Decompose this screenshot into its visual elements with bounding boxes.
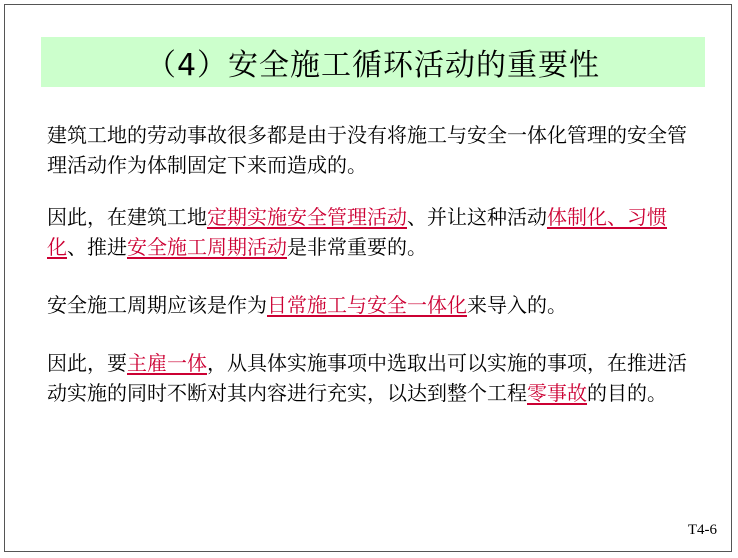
- highlight-institutionalize-habituate: 体制化、习惯化: [47, 205, 667, 259]
- slide: [4, 4, 732, 552]
- paragraph-4: [47, 348, 687, 408]
- highlight-daily-integration: 日常施工与安全一体化: [267, 293, 467, 317]
- paragraph-2: [47, 202, 687, 262]
- paragraph-2-text: 因此，在建筑工地: [47, 205, 207, 229]
- paragraph-3-text: 安全施工周期应该是作为: [47, 293, 267, 317]
- paragraph-3: [47, 290, 687, 320]
- title-bar: [41, 37, 705, 87]
- highlight-zero-accidents: 零事故: [527, 381, 587, 405]
- paragraph-4-text: 的目的。: [587, 381, 667, 405]
- paragraph-4-text: 因此，要: [47, 351, 127, 375]
- page-number: T4-6: [687, 522, 717, 538]
- paragraph-4-text: ，从具体实施事项中选取出可以实施的事项，在推进活动实施的同时不断对其内容进行充实，以达到整个工程: [47, 351, 687, 405]
- paragraph-3-text: 来导入的。: [467, 293, 567, 317]
- paragraph-1-text: 建筑工地的劳动事故很多都是由于没有将施工与安全一体化管理的安全管理活动作为体制固定下来而造成的。: [47, 123, 687, 177]
- paragraph-1: [47, 120, 687, 180]
- paragraph-2-text: 、并让这种活动: [407, 205, 547, 229]
- paragraph-2-text: 、推进: [67, 235, 127, 259]
- paragraph-2-text: 是非常重要的。: [287, 235, 427, 259]
- highlight-regular-safety-management: 定期实施安全管理活动: [207, 205, 407, 229]
- highlight-employer-employee-unity: 主雇一体: [127, 351, 207, 375]
- highlight-safety-cycle-activity: 安全施工周期活动: [127, 235, 287, 259]
- slide-title: （4）安全施工循环活动的重要性: [145, 48, 601, 83]
